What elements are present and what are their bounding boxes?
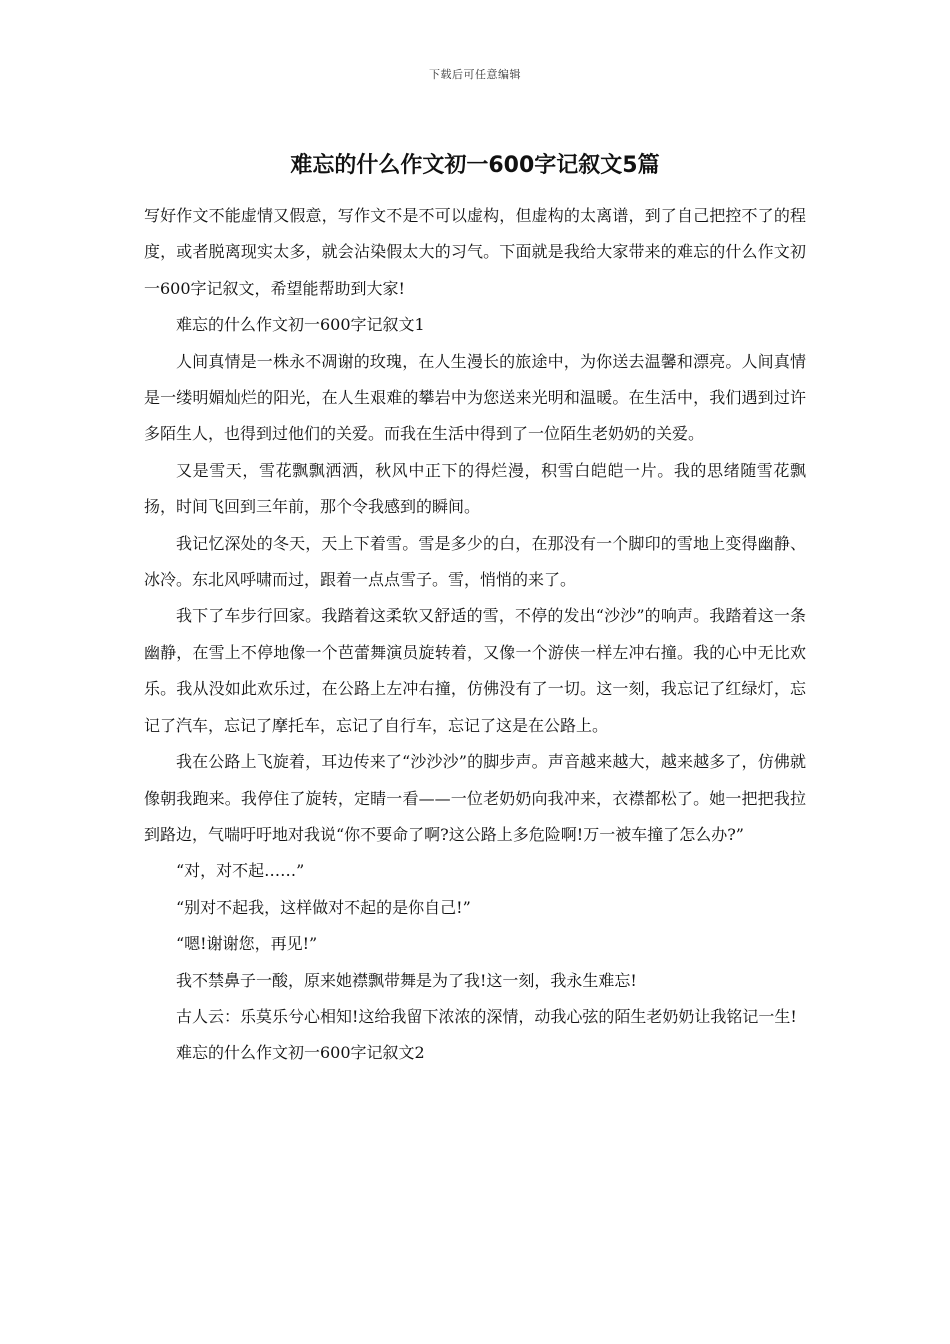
body-paragraph: 我在公路上飞旋着，耳边传来了“沙沙沙”的脚步声。声音越来越大，越来越多了，仿佛就像朝我跑来。我停住了旋转，定睛一看——一位老奶奶向我冲来，衣襟都松了。她一把把我拉到路边，气喘吁吁地对我说“你不要命了啊?这公路上多危险啊!万一被车撞了怎么办?”: [144, 752, 806, 844]
body-paragraph: 我记忆深处的冬天，天上下着雪。雪是多少的白，在那没有一个脚印的雪地上变得幽静、冰冷。东北风呼啸而过，跟着一点点雪子。雪，悄悄的来了。: [144, 533, 806, 590]
section-heading-2: 难忘的什么作文初一600字记叙文2: [176, 1043, 425, 1063]
section-heading-1: 难忘的什么作文初一600字记叙文1: [176, 315, 425, 335]
dialogue-line: “嗯!谢谢您，再见!”: [176, 934, 318, 954]
body-paragraph: 我下了车步行回家。我踏着这柔软又舒适的雪，不停的发出“沙沙”的响声。我踏着这一条幽静，在雪上不停地像一个芭蕾舞演员旋转着，又像一个游侠一样左冲右撞。我的心中无比欢乐。我从没如此欢乐过，在公路上左冲右撞，仿佛没有了一切。这一刻，我忘记了红绿灯，忘记了汽车，忘记了摩托车，忘记了自行车，忘记了这是在公路上。: [144, 606, 806, 735]
intro-paragraph: 写好作文不能虚情又假意，写作文不是不可以虚构，但虚构的太离谱，到了自己把控不了的程度，或者脱离现实太多，就会沾染假太大的习气。下面就是我给大家带来的难忘的什么作文初一600字记叙文，希望能帮助到大家!: [144, 206, 806, 298]
body-paragraph: 我不禁鼻子一酸，原来她襟飘带舞是为了我!这一刻，我永生难忘!: [176, 970, 637, 990]
dialogue-line: “对，对不起……”: [176, 861, 305, 881]
body-paragraph: 又是雪天，雪花飘飘洒洒，秋风中正下的得烂漫，积雪白皑皑一片。我的思绪随雪花飘扬，时间飞回到三年前，那个令我感到的瞬间。: [144, 460, 806, 517]
page-header: 下载后可任意编辑: [429, 68, 521, 81]
document-body: [144, 198, 806, 1072]
document-title: 难忘的什么作文初一600字记叙文5篇: [290, 153, 660, 178]
body-paragraph: 人间真情是一株永不凋谢的玫瑰，在人生漫长的旅途中，为你送去温馨和漂亮。人间真情是一缕明媚灿烂的阳光，在人生艰难的攀岩中为您送来光明和温暖。在生活中，我们遇到过许多陌生人，也得到过他们的关爱。而我在生活中得到了一位陌生老奶奶的关爱。: [144, 351, 806, 444]
body-paragraph: 古人云：乐莫乐兮心相知!这给我留下浓浓的深情，动我心弦的陌生老奶奶让我铭记一生!: [176, 1006, 797, 1026]
dialogue-line: “别对不起我，这样做对不起的是你自己!”: [176, 897, 471, 917]
